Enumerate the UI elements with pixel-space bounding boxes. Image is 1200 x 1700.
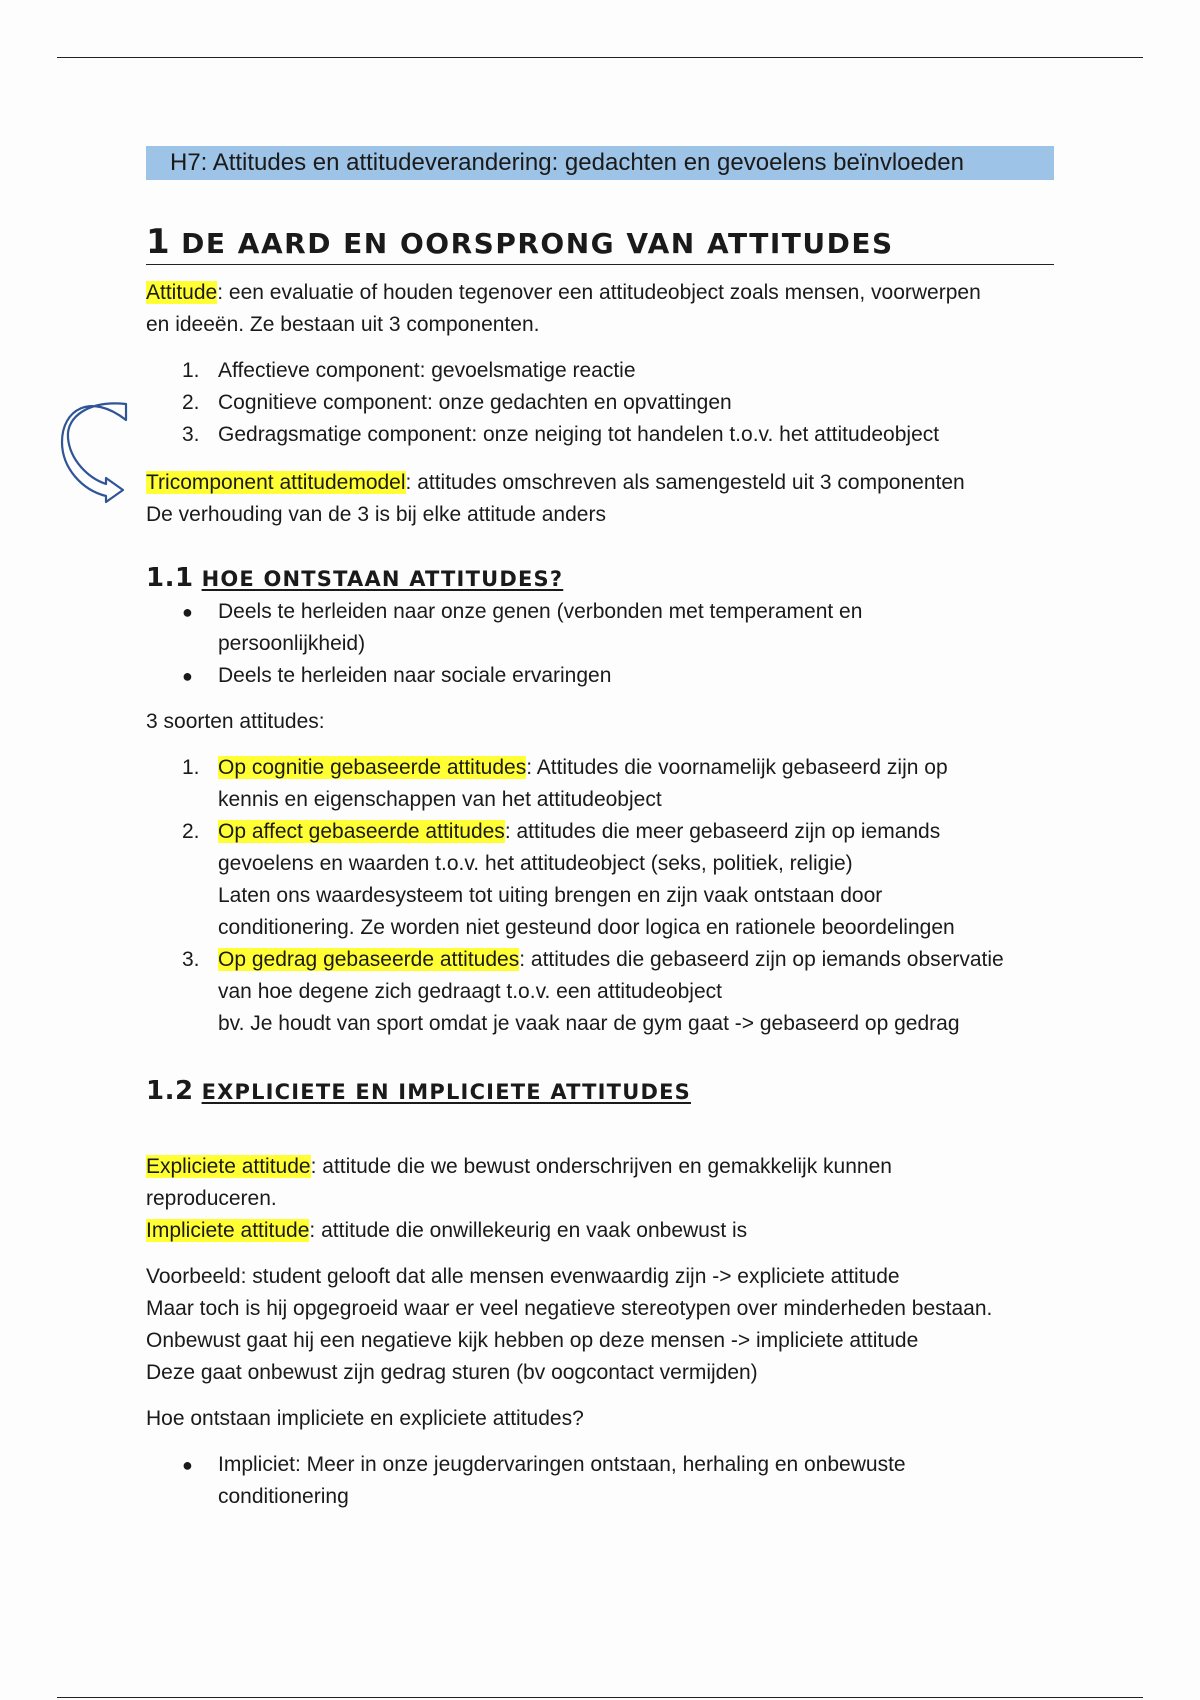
explicit-implicit-definitions: Expliciete attitude: attitude die we bewust onderschrijven en gemakkelijk kunnen reproduceren. Impliciete attitude: attitude die onwillekeurig en vaak onbewust is [146, 1155, 892, 1242]
origin-question: Hoe ontstaan impliciete en expliciete attitudes? [146, 1407, 584, 1430]
section-1-title: DE AARD EN OORSPRONG VAN ATTITUDES [181, 227, 894, 260]
section-1-1-heading: 1.1 HOE ONTSTAAN ATTITUDES? [146, 563, 564, 593]
list-item: 2. Op affect gebaseerde attitudes: attitudes die meer gebaseerd zijn op iemands gevoelens en waarden t.o.v. het attitudeobject (seks, politiek, religie) Laten ons waardesysteem tot uiting brengen en zijn vaak ontstaan door conditionering. Ze worden niet gesteund door logica en rationele beoordelingen [182, 820, 955, 939]
bullet-icon: ● [182, 1455, 193, 1475]
list-item: 1. Affectieve component: gevoelsmatige reactie [182, 359, 636, 382]
origin-bullets [146, 596, 1054, 692]
curved-arrow-icon [60, 398, 130, 508]
document-title: H7: Attitudes en attitudeverandering: gedachten en gevoelens beïnvloeden [146, 146, 1054, 180]
list-item: 1. Op cognitie gebaseerde attitudes: Attitudes die voornamelijk gebaseerd zijn op kennis en eigenschappen van het attitudeobject [182, 756, 948, 811]
bullet-icon: ● [182, 666, 193, 686]
section-1-2-heading: 1.2 EXPLICIETE EN IMPLICIETE ATTITUDES [146, 1076, 691, 1106]
implicit-term: Impliciete attitude [146, 1219, 310, 1242]
document-page [146, 146, 1054, 1513]
attitude-types-list [146, 752, 1054, 1040]
section-1-number: 1 [146, 222, 172, 262]
attitude-definition: Attitude: een evaluatie of houden tegenover een attitudeobject zoals mensen, voorwerpen en ideeën. Ze bestaan uit 3 componenten. [146, 281, 981, 336]
list-item: 2. Cognitieve component: onze gedachten en opvattingen [182, 391, 732, 414]
explicit-term: Expliciete attitude [146, 1155, 311, 1178]
section-1-heading [146, 224, 1054, 265]
bullet-icon: ● [182, 602, 193, 622]
cognition-term: Op cognitie gebaseerde attitudes [218, 756, 527, 779]
types-intro: 3 soorten attitudes: [146, 710, 325, 733]
example-paragraph: Voorbeeld: student gelooft dat alle mensen evenwaardig zijn -> expliciete attitude Maar toch is hij opgegroeid waar er veel negatieve stereotypen over minderheden bestaan. Onbewust gaat hij een negatieve kijk hebben op deze mensen -> impliciete attitude Deze gaat onbewust zijn gedrag sturen (bv oogcontact vermijden) [146, 1265, 993, 1384]
list-item: ● Deels te herleiden naar sociale ervaringen [146, 660, 1054, 692]
affect-term: Op affect gebaseerde attitudes [218, 820, 505, 843]
attitude-term: Attitude [146, 281, 218, 304]
list-item: 3. Op gedrag gebaseerde attitudes: attitudes die gebaseerd zijn op iemands observatie van hoe degene zich gedraagt t.o.v. een attitudeobject bv. Je houdt van sport omdat je vaak naar de gym gaat -> gebaseerd op gedrag [182, 948, 1004, 1035]
implicit-origin-bullets [146, 1449, 1054, 1513]
list-item: ● Impliciet: Meer in onze jeugdervaringen ontstaan, herhaling en onbewuste conditionering [146, 1449, 1054, 1513]
list-item: 3. Gedragsmatige component: onze neiging tot handelen t.o.v. het attitudeobject [182, 423, 940, 446]
tricomponent-term: Tricomponent attitudemodel [146, 471, 406, 494]
components-list [146, 355, 1054, 451]
tricomponent-definition: Tricomponent attitudemodel: attitudes omschreven als samengesteld uit 3 componenten De verhouding van de 3 is bij elke attitude anders [146, 471, 965, 526]
footer-rule [57, 1697, 1143, 1698]
header-rule [57, 57, 1143, 58]
list-item: ● Deels te herleiden naar onze genen (verbonden met temperament en persoonlijkheid) [146, 596, 1054, 660]
behavior-term: Op gedrag gebaseerde attitudes [218, 948, 520, 971]
